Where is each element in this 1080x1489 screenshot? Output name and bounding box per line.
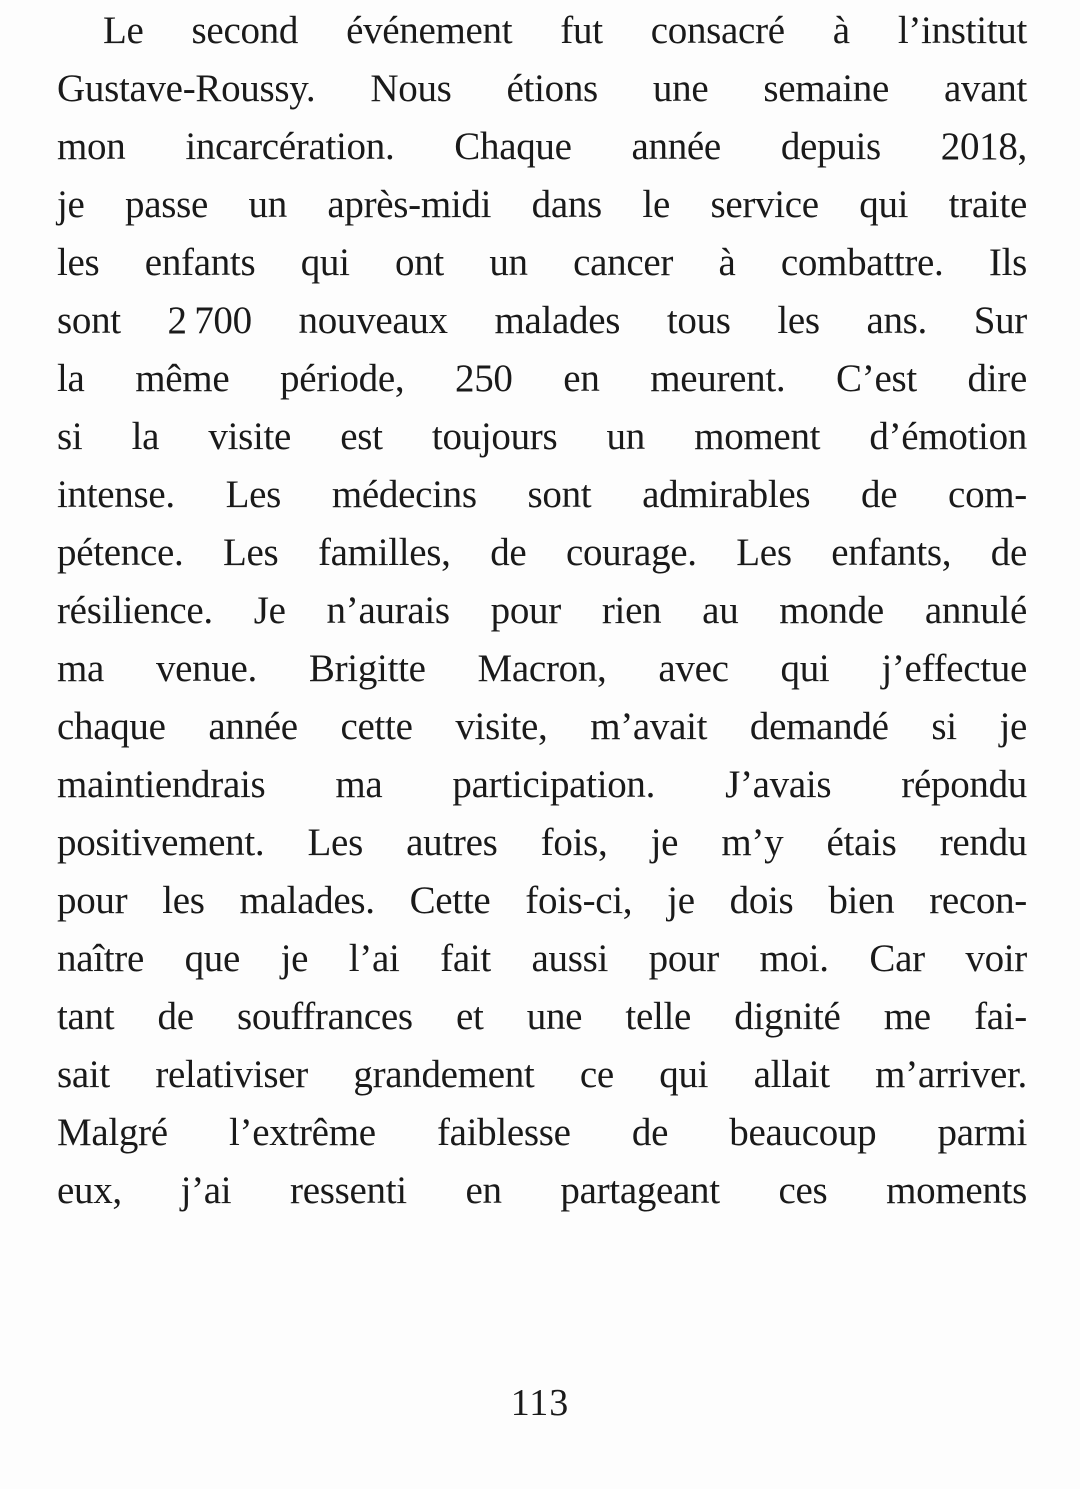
text-line: pétence. Les familles, de courage. Les enfants, de [57, 531, 1027, 574]
text-line: les enfants qui ont un cancer à combattre. Ils [57, 241, 1027, 284]
text-line: ma venue. Brigitte Macron, avec qui j’effectue [57, 647, 1027, 690]
page-number: 113 [510, 1382, 570, 1424]
text-line: Malgré l’extrême faiblesse de beaucoup parmi [57, 1111, 1027, 1154]
text-line: sont 2 700 nouveaux malades tous les ans. Sur [57, 299, 1027, 342]
text-line: Le second événement fut consacré à l’institut [103, 9, 1027, 52]
text-line: la même période, 250 en meurent. C’est dire [57, 357, 1027, 400]
text-line: chaque année cette visite, m’avait demandé si je [57, 705, 1027, 748]
text-line: si la visite est toujours un moment d’émotion [57, 415, 1027, 458]
text-line: eux, j’ai ressenti en partageant ces moments [57, 1169, 1027, 1212]
text-line: sait relativiser grandement ce qui allait m’arriver. [57, 1053, 1027, 1096]
text-line: intense. Les médecins sont admirables de com- [57, 473, 1027, 516]
text-line: pour les malades. Cette fois-ci, je dois bien recon- [57, 879, 1027, 922]
text-line: mon incarcération. Chaque année depuis 2018, [57, 125, 1027, 168]
text-line: positivement. Les autres fois, je m’y étais rendu [57, 821, 1027, 864]
text-line: Gustave-Roussy. Nous étions une semaine avant [57, 67, 1027, 110]
text-line: naître que je l’ai fait aussi pour moi. Car voir [57, 937, 1027, 980]
paragraph-body [57, 2, 1027, 1220]
text-line: tant de souffrances et une telle dignité me fai- [57, 995, 1027, 1038]
text-line: résilience. Je n’aurais pour rien au monde annulé [57, 589, 1027, 632]
text-line: je passe un après-midi dans le service qui traite [57, 183, 1027, 226]
text-line: maintiendrais ma participation. J’avais répondu [57, 763, 1027, 806]
